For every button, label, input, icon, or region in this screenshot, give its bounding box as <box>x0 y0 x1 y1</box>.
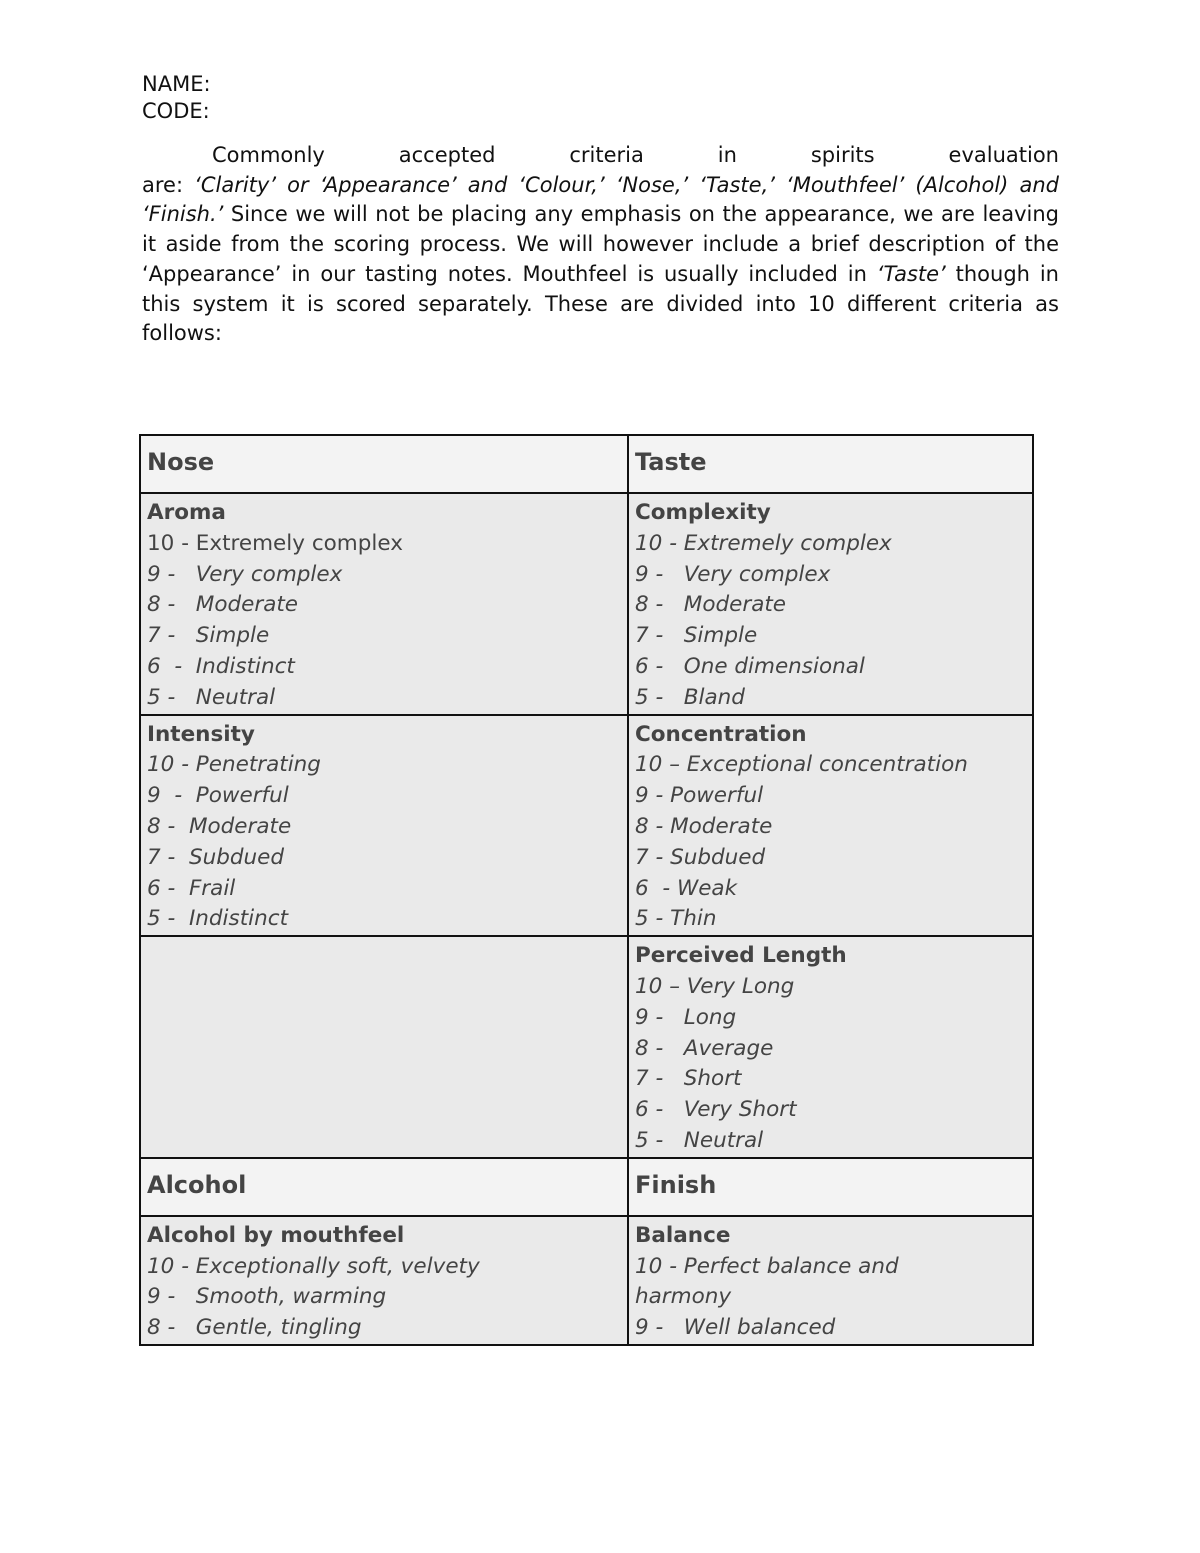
concentration-item: 8 - Moderate <box>635 813 773 839</box>
balance-item: 10 - Perfect balance and <box>635 1253 899 1279</box>
taste-heading: Taste <box>635 448 707 476</box>
complexity-item: 10 - Extremely complex <box>635 530 892 556</box>
balance-item: 9 - Well balanced <box>635 1315 836 1341</box>
concentration-item: 9 - Powerful <box>635 783 764 809</box>
complexity-item: 9 - Very complex <box>635 561 831 587</box>
intro-first-line <box>142 141 1059 171</box>
table-row <box>140 493 1033 715</box>
intensity-item: 7 - Subdued <box>147 844 285 870</box>
alcohol-by-mouthfeel-title: Alcohol by mouthfeel <box>147 1222 405 1248</box>
intro-criteria-list: ‘Clarity’ or ‘Appearance’ and ‘Colour,’ ‘Nose,’ ‘Taste,’ ‘Mouthfeel’ (Alcohol) and ‘Finish.’ <box>142 172 1059 227</box>
taste-heading-cell <box>628 435 1033 493</box>
code-label: CODE: <box>142 99 210 123</box>
intensity-item: 8 - Moderate <box>147 813 292 839</box>
concentration-item: 7 - Subdued <box>635 844 766 870</box>
aroma-item: 5 - Neutral <box>147 684 276 710</box>
intensity-item: 10 - Penetrating <box>147 752 321 778</box>
aroma-cell <box>140 493 628 715</box>
perceived-length-item: 7 - Short <box>635 1066 742 1092</box>
table-row <box>140 715 1033 937</box>
aroma-item: 9 - Very complex <box>147 561 343 587</box>
intensity-item: 9 - Powerful <box>147 783 289 809</box>
alcohol-heading: Alcohol <box>147 1170 247 1199</box>
intensity-item: 5 - Indistinct <box>147 906 289 932</box>
perceived-length-cell <box>628 936 1033 1158</box>
intro-text-middle: Since we will not be placing any emphasis on the appearance, we are leaving it aside from the scoring process. We will however include a brief description of the ‘Appearance’ in our tasting notes. Mouthfeel is usually included in <box>142 202 1059 286</box>
perceived-length-item: 5 - Neutral <box>635 1127 764 1153</box>
intensity-item: 6 - Frail <box>147 875 236 901</box>
balance-cell <box>628 1216 1033 1345</box>
concentration-title: Concentration <box>635 721 807 747</box>
complexity-item: 8 - Moderate <box>635 592 787 618</box>
nose-heading-cell <box>140 435 628 493</box>
finish-heading: Finish <box>635 1170 717 1199</box>
empty-cell <box>140 936 628 1158</box>
table-row <box>140 1158 1033 1216</box>
perceived-length-title: Perceived Length <box>635 943 847 969</box>
aroma-title: Aroma <box>147 500 226 525</box>
complexity-item: 5 - Bland <box>635 684 745 710</box>
concentration-cell <box>628 715 1033 937</box>
complexity-item: 7 - Simple <box>635 623 758 649</box>
complexity-cell <box>628 493 1033 715</box>
criteria-table <box>139 434 1034 1346</box>
aroma-item: 6 - Indistinct <box>147 653 295 679</box>
alcohol-item: 9 - Smooth, warming <box>147 1284 387 1310</box>
table-row <box>140 1216 1033 1345</box>
alcohol-item: 8 - Gentle, tingling <box>147 1315 362 1341</box>
concentration-item: 10 – Exceptional concentration <box>635 752 968 778</box>
nose-heading: Nose <box>147 448 215 476</box>
concentration-item: 6 - Weak <box>635 875 738 901</box>
alcohol-by-mouthfeel-cell <box>140 1216 628 1345</box>
complexity-title: Complexity <box>635 500 771 525</box>
intensity-title: Intensity <box>147 721 255 747</box>
balance-item: harmony <box>635 1284 732 1310</box>
aroma-item: 10 - Extremely complex <box>147 530 403 556</box>
perceived-length-item: 10 – Very Long <box>635 973 795 999</box>
alcohol-heading-cell <box>140 1158 628 1216</box>
intro-text-end: though in this system it is scored separately. These are divided into 10 different criteria as follows: <box>142 261 1059 346</box>
intro-paragraph <box>142 141 1059 349</box>
intro-text-start: Commonly accepted criteria in spirits evaluation <box>212 143 1059 167</box>
intro-text-are: are: <box>142 172 195 197</box>
aroma-item: 7 - Simple <box>147 623 270 649</box>
table-row <box>140 435 1033 493</box>
balance-title: Balance <box>635 1222 731 1248</box>
perceived-length-item: 6 - Very Short <box>635 1097 797 1123</box>
table-row <box>140 936 1033 1158</box>
perceived-length-item: 9 - Long <box>635 1004 737 1030</box>
finish-heading-cell <box>628 1158 1033 1216</box>
intensity-cell <box>140 715 628 937</box>
name-label: NAME: <box>142 72 211 96</box>
complexity-item: 6 - One dimensional <box>635 653 865 679</box>
alcohol-item: 10 - Exceptionally soft, velvety <box>147 1253 480 1279</box>
aroma-item: 8 - Moderate <box>147 592 299 618</box>
perceived-length-item: 8 - Average <box>635 1035 774 1061</box>
intro-taste-term: ‘Taste’ <box>876 261 946 286</box>
concentration-item: 5 - Thin <box>635 906 717 932</box>
